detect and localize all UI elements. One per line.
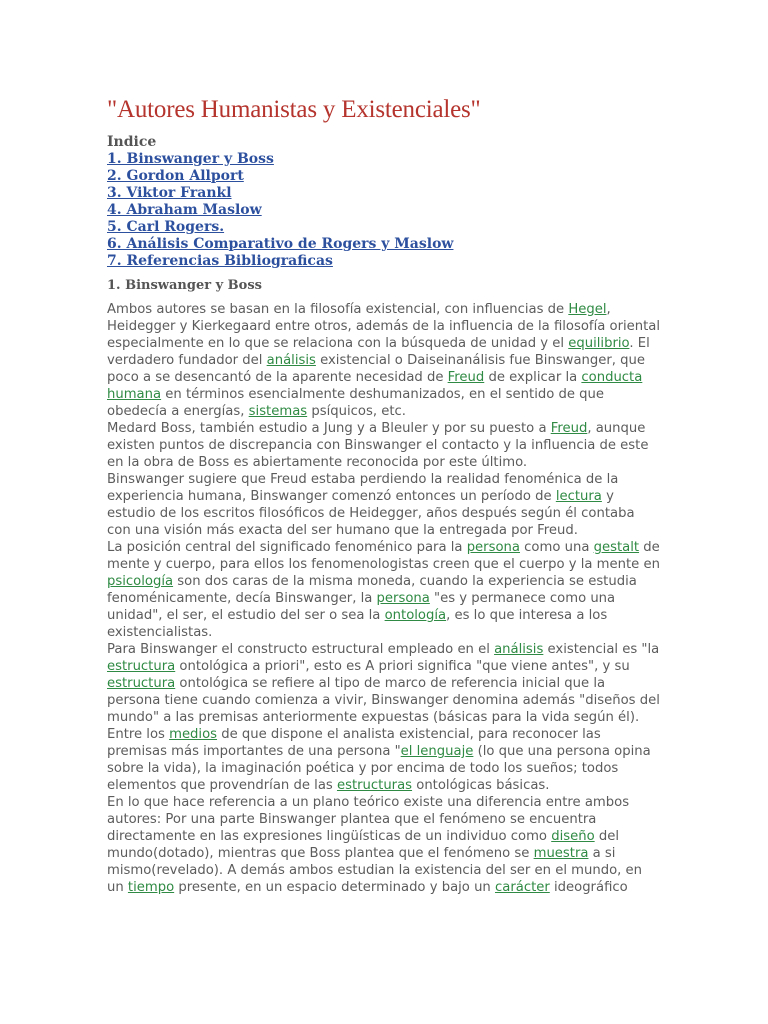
toc-link-6[interactable]: 6. Análisis Comparativo de Rogers y Maslow bbox=[107, 236, 454, 252]
toc-item bbox=[107, 219, 661, 236]
paragraph-text: son dos caras de la misma moneda, cuando la experiencia se estudia fenoménicamente, decía Binswanger, la bbox=[107, 574, 637, 606]
paragraph-text: (lo que una persona opina sobre la vida), la imaginación poética y por encima de todo los sueños; todos elementos que provendrían de las bbox=[107, 744, 651, 793]
inline-link[interactable]: estructura bbox=[107, 676, 176, 691]
paragraph-text: ontológica se refiere al tipo de marco de referencia inicial que la persona tiene cuando comienza a vivir, Binswanger denomina además "diseños del mundo" a las premisas anteriormente expuestas (básicas para la vida según él). bbox=[107, 676, 660, 725]
toc-heading: Indice bbox=[107, 134, 157, 150]
toc-link-3[interactable]: 3. Viktor Frankl bbox=[107, 185, 232, 201]
paragraph-text: , Heidegger y Kierkegaard entre otros, además de la influencia de la filosofía oriental especialmente en lo que se relaciona con la búsqueda de unidad y el bbox=[107, 302, 661, 351]
inline-link[interactable]: conducta humana bbox=[107, 370, 643, 402]
paragraph-text: . El verdadero fundador del bbox=[107, 336, 650, 368]
toc-item bbox=[107, 236, 661, 253]
paragraph-text: existencial es "la bbox=[543, 642, 660, 657]
inline-link[interactable]: equilibrio bbox=[568, 336, 630, 351]
paragraph-text: Medard Boss, también estudio a Jung y a Bleuler y por su puesto a bbox=[107, 421, 551, 436]
paragraph-text: ontológicas básicas. bbox=[412, 778, 550, 793]
paragraph-text: en términos esencialmente deshumanizados, en el sentido de que obedecía a energías, bbox=[107, 387, 605, 419]
inline-link[interactable]: estructura bbox=[107, 659, 176, 674]
toc-item bbox=[107, 253, 661, 270]
toc-link-2[interactable]: 2. Gordon Allport bbox=[107, 168, 244, 184]
toc-item bbox=[107, 151, 661, 168]
inline-link[interactable]: persona bbox=[376, 591, 430, 606]
inline-link[interactable]: gestalt bbox=[593, 540, 640, 555]
toc-item bbox=[107, 185, 661, 202]
paragraph-text: "es y permanece como una unidad", el ser, el estudio del ser o sea la bbox=[107, 591, 616, 623]
paragraph-text: La posición central del significado fenoménico para la bbox=[107, 540, 467, 555]
paragraph-text: de mente y cuerpo, para ellos los fenomenologistas creen que el cuerpo y la mente en bbox=[107, 540, 660, 572]
inline-link[interactable]: lectura bbox=[555, 489, 602, 504]
paragraph-text: de explicar la bbox=[484, 370, 582, 385]
paragraph-text: ideográfico bbox=[549, 880, 628, 895]
paragraph-text: Entre los bbox=[107, 727, 170, 742]
inline-link[interactable]: análisis bbox=[266, 353, 316, 368]
inline-link[interactable]: Freud bbox=[447, 370, 485, 385]
section-body bbox=[107, 301, 661, 896]
inline-link[interactable]: estructuras bbox=[336, 778, 413, 793]
paragraph-text: de que dispone el analista existencial, para reconocer las premisas más importantes de una persona " bbox=[107, 727, 601, 759]
paragraph-text: , aunque existen puntos de discrepancia con Binswanger el contacto y la influencia de este en la obra de Boss es abiertamente reconocida por este último. bbox=[107, 421, 649, 470]
paragraph-text: Binswanger sugiere que Freud estaba perdiendo la realidad fenoménica de la experiencia humana, Binswanger comenzó entonces un período de bbox=[107, 472, 619, 504]
toc-link-7[interactable]: 7. Referencias Bibliograficas bbox=[107, 253, 333, 269]
section-heading: 1. Binswanger y Boss bbox=[107, 278, 262, 293]
paragraph-text: ontológica a priori", esto es A priori significa "que viene antes", y su bbox=[175, 659, 630, 674]
inline-link[interactable]: ontología bbox=[384, 608, 447, 623]
inline-link[interactable]: diseño bbox=[551, 829, 595, 844]
page-title: "Autores Humanistas y Existenciales" bbox=[107, 96, 481, 123]
paragraph-text: presente, en un espacio determinado y bajo un bbox=[174, 880, 495, 895]
paragraph-text: a si mismo(revelado). A demás ambos estudian la existencia del ser en el mundo, en un bbox=[107, 846, 643, 895]
paragraph bbox=[107, 641, 661, 726]
toc-item bbox=[107, 168, 661, 185]
paragraph bbox=[107, 420, 661, 471]
paragraph bbox=[107, 794, 661, 896]
paragraph bbox=[107, 539, 661, 641]
inline-link[interactable]: carácter bbox=[494, 880, 550, 895]
inline-link[interactable]: Freud bbox=[550, 421, 588, 436]
paragraph-text: psíquicos, etc. bbox=[307, 404, 406, 419]
table-of-contents bbox=[107, 151, 661, 270]
paragraph bbox=[107, 471, 661, 539]
toc-item bbox=[107, 202, 661, 219]
inline-link[interactable]: persona bbox=[466, 540, 520, 555]
paragraph-text: del mundo(dotado), mientras que Boss plantea que el fenómeno se bbox=[107, 829, 619, 861]
paragraph-text: como una bbox=[519, 540, 594, 555]
paragraph bbox=[107, 726, 661, 794]
paragraph-text: En lo que hace referencia a un plano teórico existe una diferencia entre ambos autores: Por una parte Binswanger plantea que el fenómeno se encuentra directamente en las expresiones lingüísticas de un individuo como bbox=[107, 795, 630, 844]
paragraph-text: y estudio de los escritos filosóficos de Heidegger, años después según él contaba con una visión más exacta del ser humano que la entregada por Freud. bbox=[107, 489, 635, 538]
inline-link[interactable]: psicología bbox=[107, 574, 174, 589]
inline-link[interactable]: sistemas bbox=[248, 404, 308, 419]
paragraph-text: Ambos autores se basan en la filosofía existencial, con influencias de bbox=[107, 302, 569, 317]
inline-link[interactable]: análisis bbox=[494, 642, 544, 657]
paragraph-text: , es lo que interesa a los existencialistas. bbox=[107, 608, 608, 640]
toc-link-1[interactable]: 1. Binswanger y Boss bbox=[107, 151, 274, 167]
inline-link[interactable]: tiempo bbox=[127, 880, 175, 895]
inline-link[interactable]: medios bbox=[169, 727, 218, 742]
paragraph-text: existencial o Daiseinanálisis fue Binswanger, que poco a se desencantó de la aparente necesidad de bbox=[107, 353, 646, 385]
inline-link[interactable]: muestra bbox=[533, 846, 589, 861]
inline-link[interactable]: el lenguaje bbox=[400, 744, 474, 759]
toc-link-5[interactable]: 5. Carl Rogers. bbox=[107, 219, 225, 235]
inline-link[interactable]: Hegel bbox=[568, 302, 607, 317]
paragraph-text: Para Binswanger el constructo estructural empleado en el bbox=[107, 642, 495, 657]
toc-link-4[interactable]: 4. Abraham Maslow bbox=[107, 202, 262, 218]
paragraph bbox=[107, 301, 661, 420]
